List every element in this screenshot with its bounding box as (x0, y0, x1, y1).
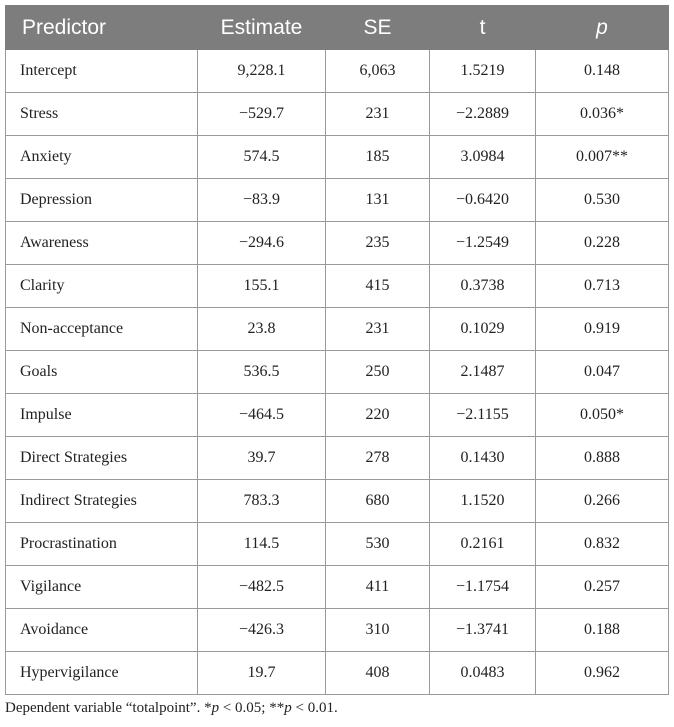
cell-p: 0.050* (536, 394, 669, 437)
cell-se: 408 (326, 652, 430, 695)
cell-se: 411 (326, 566, 430, 609)
table-row (6, 652, 669, 695)
cell-predictor: Procrastination (6, 523, 198, 566)
cell-estimate: 23.8 (198, 308, 326, 351)
cell-p: 0.713 (536, 265, 669, 308)
cell-predictor: Goals (6, 351, 198, 394)
cell-estimate: 9,228.1 (198, 50, 326, 93)
cell-se: 415 (326, 265, 430, 308)
cell-predictor: Intercept (6, 50, 198, 93)
cell-p: 0.148 (536, 50, 669, 93)
header-p: p (536, 6, 669, 50)
cell-predictor: Impulse (6, 394, 198, 437)
cell-t: −1.1754 (430, 566, 536, 609)
cell-se: 680 (326, 480, 430, 523)
cell-p: 0.007** (536, 136, 669, 179)
cell-estimate: −294.6 (198, 222, 326, 265)
header-t: t (430, 6, 536, 50)
cell-p: 0.188 (536, 609, 669, 652)
table-row (6, 480, 669, 523)
cell-t: 1.5219 (430, 50, 536, 93)
table-row (6, 394, 669, 437)
footnote-text-3: < 0.01. (291, 700, 338, 716)
cell-t: −1.2549 (430, 222, 536, 265)
cell-se: 231 (326, 308, 430, 351)
cell-estimate: 536.5 (198, 351, 326, 394)
cell-estimate: −464.5 (198, 394, 326, 437)
table-row (6, 609, 669, 652)
cell-estimate: 155.1 (198, 265, 326, 308)
table-row (6, 351, 669, 394)
header-predictor: Predictor (6, 6, 198, 50)
cell-p: 0.919 (536, 308, 669, 351)
cell-se: 278 (326, 437, 430, 480)
cell-estimate: −482.5 (198, 566, 326, 609)
table-row (6, 179, 669, 222)
cell-predictor: Direct Strategies (6, 437, 198, 480)
regression-table-container (5, 5, 668, 695)
cell-predictor: Vigilance (6, 566, 198, 609)
cell-estimate: 19.7 (198, 652, 326, 695)
cell-p: 0.888 (536, 437, 669, 480)
table-row (6, 93, 669, 136)
cell-se: 235 (326, 222, 430, 265)
table-row (6, 566, 669, 609)
cell-predictor: Indirect Strategies (6, 480, 198, 523)
cell-p: 0.962 (536, 652, 669, 695)
cell-p: 0.832 (536, 523, 669, 566)
header-se: SE (326, 6, 430, 50)
cell-t: 0.3738 (430, 265, 536, 308)
cell-estimate: 114.5 (198, 523, 326, 566)
cell-se: 131 (326, 179, 430, 222)
cell-se: 6,063 (326, 50, 430, 93)
cell-t: 0.1430 (430, 437, 536, 480)
cell-predictor: Awareness (6, 222, 198, 265)
cell-t: 1.1520 (430, 480, 536, 523)
table-row (6, 136, 669, 179)
footnote-text-2: < 0.05; ** (219, 700, 285, 716)
cell-estimate: 783.3 (198, 480, 326, 523)
table-row (6, 523, 669, 566)
cell-t: −1.3741 (430, 609, 536, 652)
cell-p: 0.036* (536, 93, 669, 136)
cell-t: 2.1487 (430, 351, 536, 394)
table-row (6, 308, 669, 351)
cell-p: 0.530 (536, 179, 669, 222)
cell-t: 0.2161 (430, 523, 536, 566)
header-row (6, 6, 669, 50)
cell-predictor: Clarity (6, 265, 198, 308)
cell-predictor: Avoidance (6, 609, 198, 652)
cell-se: 231 (326, 93, 430, 136)
table-footnote (5, 700, 338, 717)
cell-predictor: Depression (6, 179, 198, 222)
cell-estimate: −83.9 (198, 179, 326, 222)
table-row (6, 222, 669, 265)
cell-p: 0.047 (536, 351, 669, 394)
footnote-p-2: p (284, 700, 292, 716)
cell-predictor: Non-acceptance (6, 308, 198, 351)
cell-t: −0.6420 (430, 179, 536, 222)
cell-t: −2.1155 (430, 394, 536, 437)
header-estimate: Estimate (198, 6, 326, 50)
footnote-text-1: Dependent variable “totalpoint”. * (5, 700, 212, 716)
cell-predictor: Stress (6, 93, 198, 136)
cell-se: 220 (326, 394, 430, 437)
regression-table (5, 5, 669, 695)
table-row (6, 50, 669, 93)
cell-se: 185 (326, 136, 430, 179)
cell-p: 0.257 (536, 566, 669, 609)
cell-se: 310 (326, 609, 430, 652)
table-body (6, 50, 669, 695)
cell-predictor: Hypervigilance (6, 652, 198, 695)
cell-estimate: −529.7 (198, 93, 326, 136)
cell-se: 250 (326, 351, 430, 394)
table-row (6, 437, 669, 480)
cell-estimate: 574.5 (198, 136, 326, 179)
cell-t: 0.0483 (430, 652, 536, 695)
cell-predictor: Anxiety (6, 136, 198, 179)
cell-estimate: 39.7 (198, 437, 326, 480)
cell-t: 0.1029 (430, 308, 536, 351)
table-row (6, 265, 669, 308)
cell-t: −2.2889 (430, 93, 536, 136)
cell-p: 0.228 (536, 222, 669, 265)
footnote-p-1: p (211, 700, 220, 716)
cell-estimate: −426.3 (198, 609, 326, 652)
cell-se: 530 (326, 523, 430, 566)
cell-p: 0.266 (536, 480, 669, 523)
cell-t: 3.0984 (430, 136, 536, 179)
